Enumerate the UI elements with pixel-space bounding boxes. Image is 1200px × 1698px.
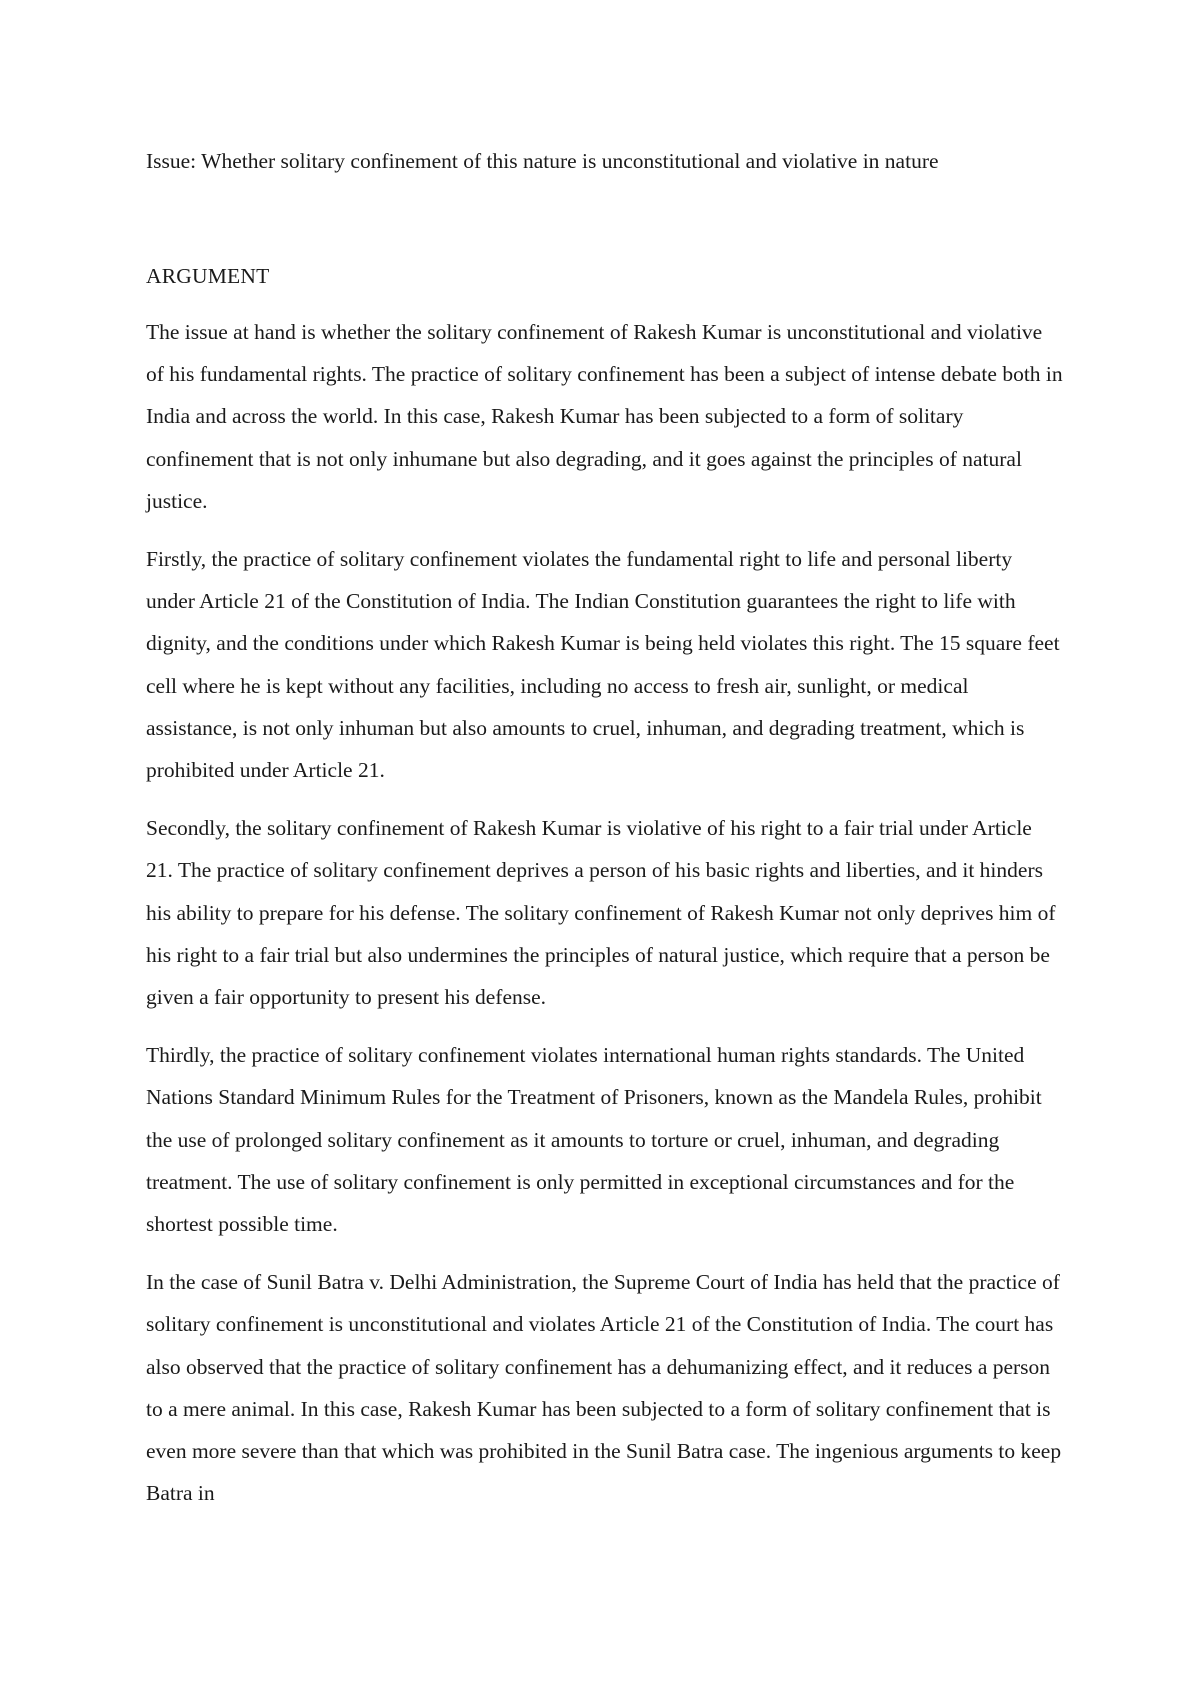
document-body bbox=[146, 140, 1064, 1530]
paragraph-intro: The issue at hand is whether the solitary confinement of Rakesh Kumar is unconstitutional and violative of his fundamental rights. The practice of solitary confinement has been a subject of intense debate both in India and across the world. In this case, Rakesh Kumar has been subjected to a form of solitary confinement that is not only inhumane but also degrading, and it goes against the principles of natural justice. bbox=[146, 320, 1063, 513]
paragraph-thirdly: Thirdly, the practice of solitary confinement violates international human rights standards. The United Nations Standard Minimum Rules for the Treatment of Prisoners, known as the Mandela Rules, prohibit the use of prolonged solitary confinement as it amounts to torture or cruel, inhuman, and degrading treatment. The use of solitary confinement is only permitted in exceptional circumstances and for the shortest possible time. bbox=[146, 1043, 1042, 1237]
paragraph-case-law: In the case of Sunil Batra v. Delhi Administration, the Supreme Court of India has held that the practice of solitary confinement is unconstitutional and violates Article 21 of the Constitution of India. The court has also observed that the practice of solitary confinement has a dehumanizing effect, and it reduces a person to a mere animal. In this case, Rakesh Kumar has been subjected to a form of solitary confinement that is even more severe than that which was prohibited in the Sunil Batra case. The ingenious arguments to keep Batra in bbox=[146, 1270, 1062, 1506]
paragraph-secondly: Secondly, the solitary confinement of Rakesh Kumar is violative of his right to a fair trial under Article 21. The practice of solitary confinement deprives a person of his basic rights and liberties, and it hinders his ability to prepare for his defense. The solitary confinement of Rakesh Kumar not only deprives him of his right to a fair trial but also undermines the principles of natural justice, which require that a person be given a fair opportunity to present his defense. bbox=[146, 816, 1056, 1010]
paragraph-firstly: Firstly, the practice of solitary confinement violates the fundamental right to life and personal liberty under Article 21 of the Constitution of India. The Indian Constitution guarantees the right to life with dignity, and the conditions under which Rakesh Kumar is being held violates this right. The 15 square feet cell where he is kept without any facilities, including no access to fresh air, sunlight, or medical assistance, is not only inhuman but also amounts to cruel, inhuman, and degrading treatment, which is prohibited under Article 21. bbox=[146, 547, 1060, 783]
issue-statement: Issue: Whether solitary confinement of this nature is unconstitutional and violative in nature bbox=[146, 149, 939, 173]
section-heading: ARGUMENT bbox=[146, 264, 270, 288]
